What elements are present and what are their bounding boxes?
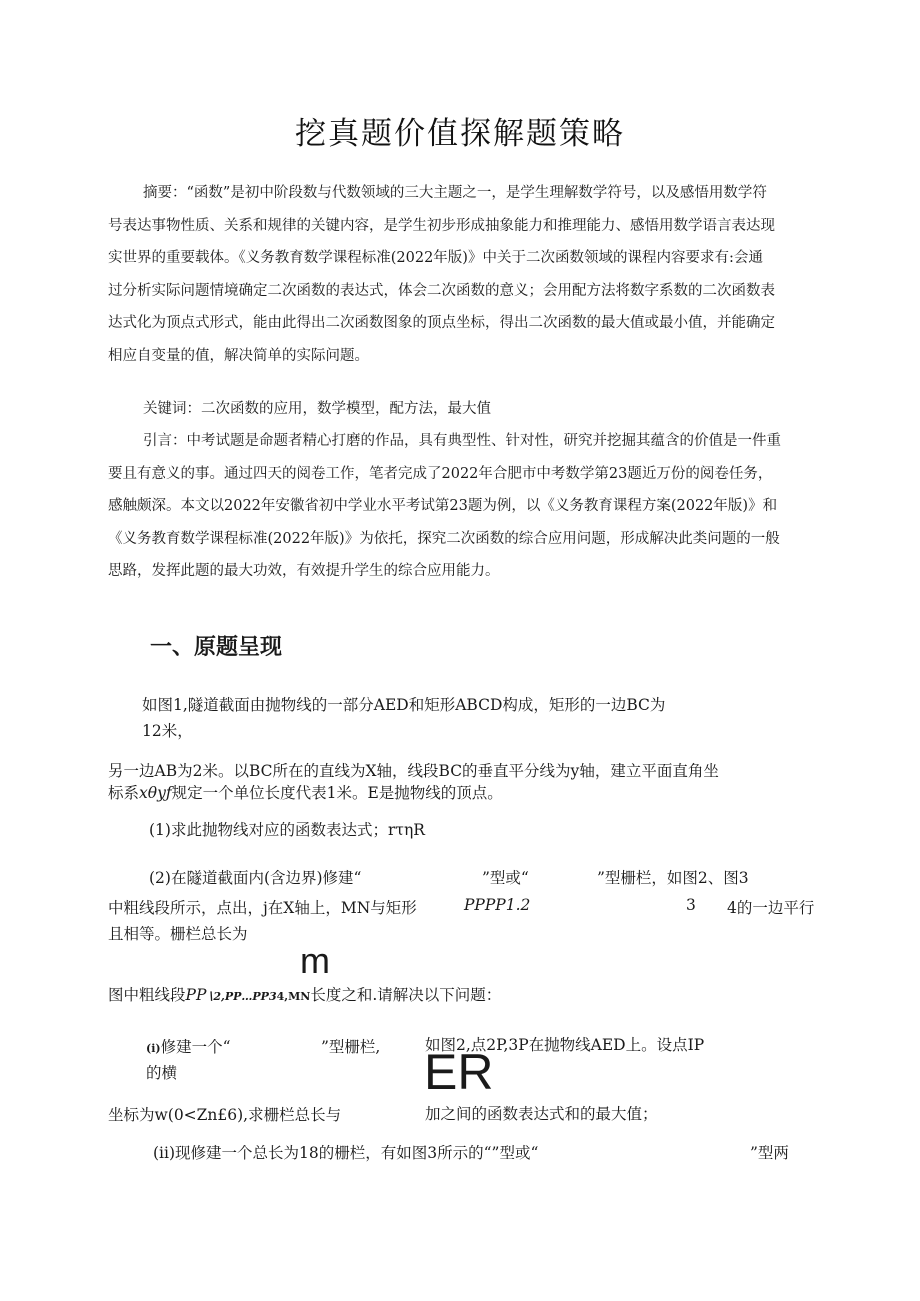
- section-heading: 一、原题呈现: [150, 635, 283, 660]
- subquestion-text: ”型栅栏,: [321, 1038, 381, 1056]
- coordinate-system-label: xθyƒ: [139, 784, 172, 802]
- problem-line: [108, 781, 503, 803]
- subquestion-text: 坐标为w(0<Zn£6),求栅栏总长与: [108, 1106, 342, 1124]
- figure-label-er: ER: [424, 1044, 494, 1100]
- subquestion-text: 的横: [146, 1064, 178, 1082]
- question-2-text: 4的一边平行: [727, 899, 815, 917]
- abstract-line: 摘要：“函数”是初中阶段数与代数领域的三大主题之一，是学生理解数学符号，以及感悟用数学符: [143, 185, 767, 201]
- unit-symbol-m: m: [300, 940, 330, 981]
- intro-line: 要且有意义的事。通过四天的阅卷工作，笔者完成了2022年合肥市中考数学第23题近万份的阅卷任务，: [108, 465, 773, 482]
- problem-text: 修建一个“: [160, 1038, 231, 1056]
- keywords: 关键词：二次函数的应用，数学模型，配方法，最大值: [143, 401, 491, 417]
- problem-text: 长度之和.请解决以下问题：: [310, 986, 502, 1004]
- segment-label: ∖2,PP…PP3: [206, 990, 277, 1003]
- subquestion-text: ”型两: [750, 1144, 789, 1162]
- question-2-line: (2)在隧道截面内(含边界)修建“: [149, 869, 362, 887]
- subquestion-i: [146, 1035, 231, 1057]
- question-1: (1)求此抛物线对应的函数表达式；rτηR: [149, 821, 425, 839]
- problem-line: 12米，: [142, 722, 193, 740]
- abstract-line: 号表达事物性质、关系和规律的关键内容，是学生初步形成抽象能力和推理能力、感悟用数学语言表达现: [108, 217, 775, 234]
- subquestion-label: (i): [146, 1042, 161, 1055]
- problem-line: 如图1,隧道截面由抛物线的一部分AED和矩形ABCD构成，矩形的一边BC为: [142, 696, 666, 714]
- question-2-text: 3: [686, 896, 696, 914]
- intro-line: 思路，发挥此题的最大功效，有效提升学生的综合应用能力。: [108, 563, 500, 579]
- intro-line: 《义务教育数学课程标准(2022年版)》为依托，探究二次函数的综合应用问题，形成解决此类问题的一般: [108, 530, 780, 547]
- segment-label: 4,MN: [276, 990, 311, 1003]
- intro-line: 感触颇深。本文以2022年安徽省初中学业水平考试第23题为例，以《义务教育课程方案(2022年版)》和: [108, 498, 778, 514]
- intro-line: 引言：中考试题是命题者精心打磨的作品，具有典型性、针对性，研究并挖掘其蕴含的价值是一件重: [143, 433, 781, 449]
- question-2-text: 且相等。栅栏总长为: [108, 925, 248, 943]
- introduction: [108, 425, 824, 588]
- subquestion-text: 加之间的函数表达式和的最大值；: [425, 1105, 658, 1123]
- problem-text: 规定一个单位长度代表1米。E是抛物线的顶点。: [171, 784, 503, 802]
- abstract-line: 达式化为顶点式形式，能由此得出二次函数图象的顶点坐标，得出二次函数的最大值或最小值，并能确定: [108, 315, 775, 331]
- page-title: 挖真题价值探解题策略: [295, 116, 625, 152]
- abstract-line: 实世界的重要载体。《义务教育数学课程标准(2022年版)》中关于二次函数领域的课程内容要求有:会通: [108, 250, 763, 266]
- subquestion-ii: (ii)现修建一个总长为18的栅栏，有如图3所示的“”型或“: [153, 1144, 539, 1162]
- question-2-text: ”型栅栏，如图2、图3: [597, 869, 749, 887]
- problem-line: 另一边AB为2米。以BC所在的直线为X轴，线段BC的垂直平分线为y轴，建立平面直角坐: [108, 762, 719, 780]
- abstract: [108, 177, 824, 372]
- question-2-line: [108, 983, 501, 1005]
- problem-text: 图中粗线段: [108, 986, 186, 1004]
- question-2-text: 中粗线段所示，点出，j在X轴上，MN与矩形: [108, 899, 417, 917]
- question-2-text: PPPP1.2: [464, 896, 531, 914]
- problem-text: 标系: [108, 784, 140, 802]
- abstract-line: 相应自变量的值，解决简单的实际问题。: [108, 347, 369, 364]
- subquestion-text: 如图2,点2P,3P在抛物线AED上。设点IP: [425, 1036, 705, 1054]
- question-2-text: ”型或“: [482, 869, 529, 887]
- abstract-line: 过分析实际问题情境确定二次函数的表达式，体会二次函数的意义；会用配方法将数字系数的二次函数表: [108, 282, 775, 299]
- segment-label: PP: [185, 986, 207, 1004]
